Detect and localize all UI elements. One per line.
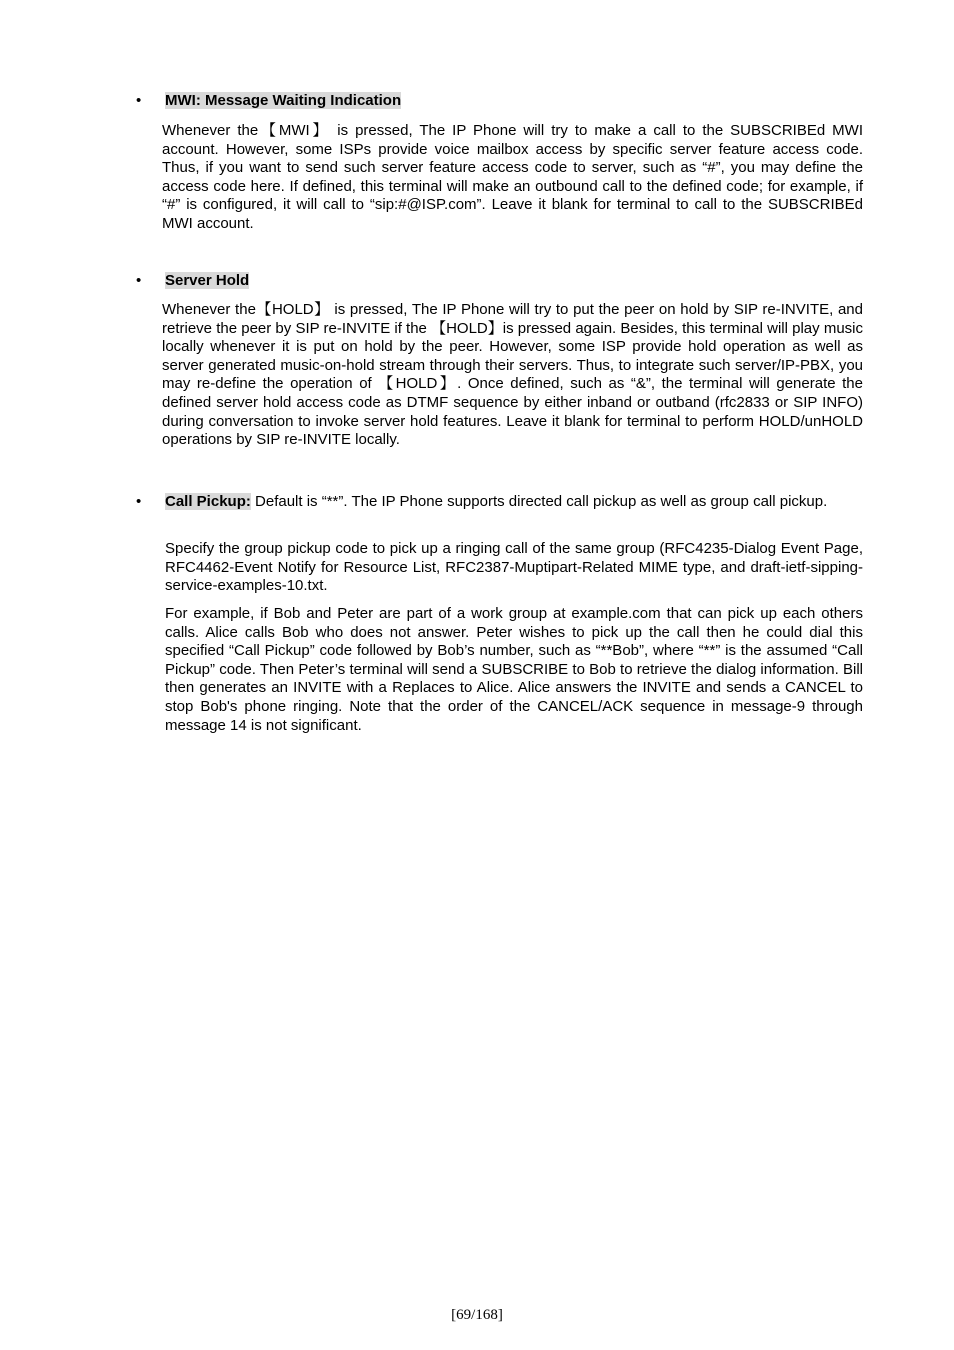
paragraph-call-pickup-spec: Specify the group pickup code to pick up a ringing call of the same group (RFC4235-Dialog Event Page, RFC4462-Event Notify for Resource List, RFC2387-Muptipart-Related MIME type, and draft-ietf-sipping-service-examples-10.txt. [165, 540, 863, 595]
section-heading-mwi [165, 92, 401, 110]
section-heading-call-pickup: Call Pickup: [165, 493, 251, 510]
paragraph-call-pickup-example: For example, if Bob and Peter are part of a work group at example.com that can pick up each others calls. Alice calls Bob who does not answer. Peter wishes to pick up the call then he could dial this specified “Call Pickup” code followed by Bob’s number, such as “**Bob”, where “**” is the assumed “Call Pickup” code. Then Peter’s terminal will send a SUBSCRIBE to Bob to retrieve the dialog information. Bill then generates an INVITE with a Replaces to Alice. Alice answers the INVITE and sends a CANCEL to stop Bob's phone ringing. Note that the order of the CANCEL/ACK sequence in message-9 through message 14 is not significant. [165, 605, 863, 734]
call-pickup-intro-text: Default is “**”. The IP Phone supports directed call pickup as well as group call pickup. [250, 493, 828, 510]
bullet-marker: • [136, 493, 142, 510]
paragraph-call-pickup-intro [165, 493, 863, 512]
heading-text: MWI: Message Waiting Indication [165, 92, 402, 109]
heading-text: Server Hold [165, 272, 250, 289]
paragraph-mwi: Whenever the【MWI】 is pressed, The IP Phone will try to make a call to the SUBSCRIBEd MWI account. However, some ISPs provide voice mailbox access by specific server feature access code. Thus, if you want to send such server feature access code to server, such as “#”, you may define the access code here. If defined, this terminal will make an outbound call to the defined code; for example, if “#” is configured, it will call to “sip:#@ISP.com”. Leave it blank for terminal to call to the SUBSCRIBEd MWI account. [162, 122, 863, 232]
bullet-marker: • [136, 92, 142, 109]
paragraph-server-hold: Whenever the【HOLD】 is pressed, The IP Phone will try to put the peer on hold by SIP re-INVITE, and retrieve the peer by SIP re-INVITE if the 【HOLD】is pressed again. Besides, this terminal will play music locally whenever it is put on hold by the peer. However, some ISP provide hold operation as well as server generated music-on-hold stream through their servers. Thus, to integrate such server/IP-PBX, you may re-define the operation of 【HOLD】. Once defined, such as “&”, the terminal will generate the defined server hold access code as DTMF sequence by either inband or outband (rfc2833 or SIP INFO) during conversation to invoke server hold features. Leave it blank for terminal to perform HOLD/unHOLD operations by SIP re-INVITE locally. [162, 301, 863, 449]
page-number: [69/168] [451, 1307, 503, 1323]
bullet-marker: • [136, 272, 142, 289]
section-heading-server-hold [165, 272, 249, 290]
